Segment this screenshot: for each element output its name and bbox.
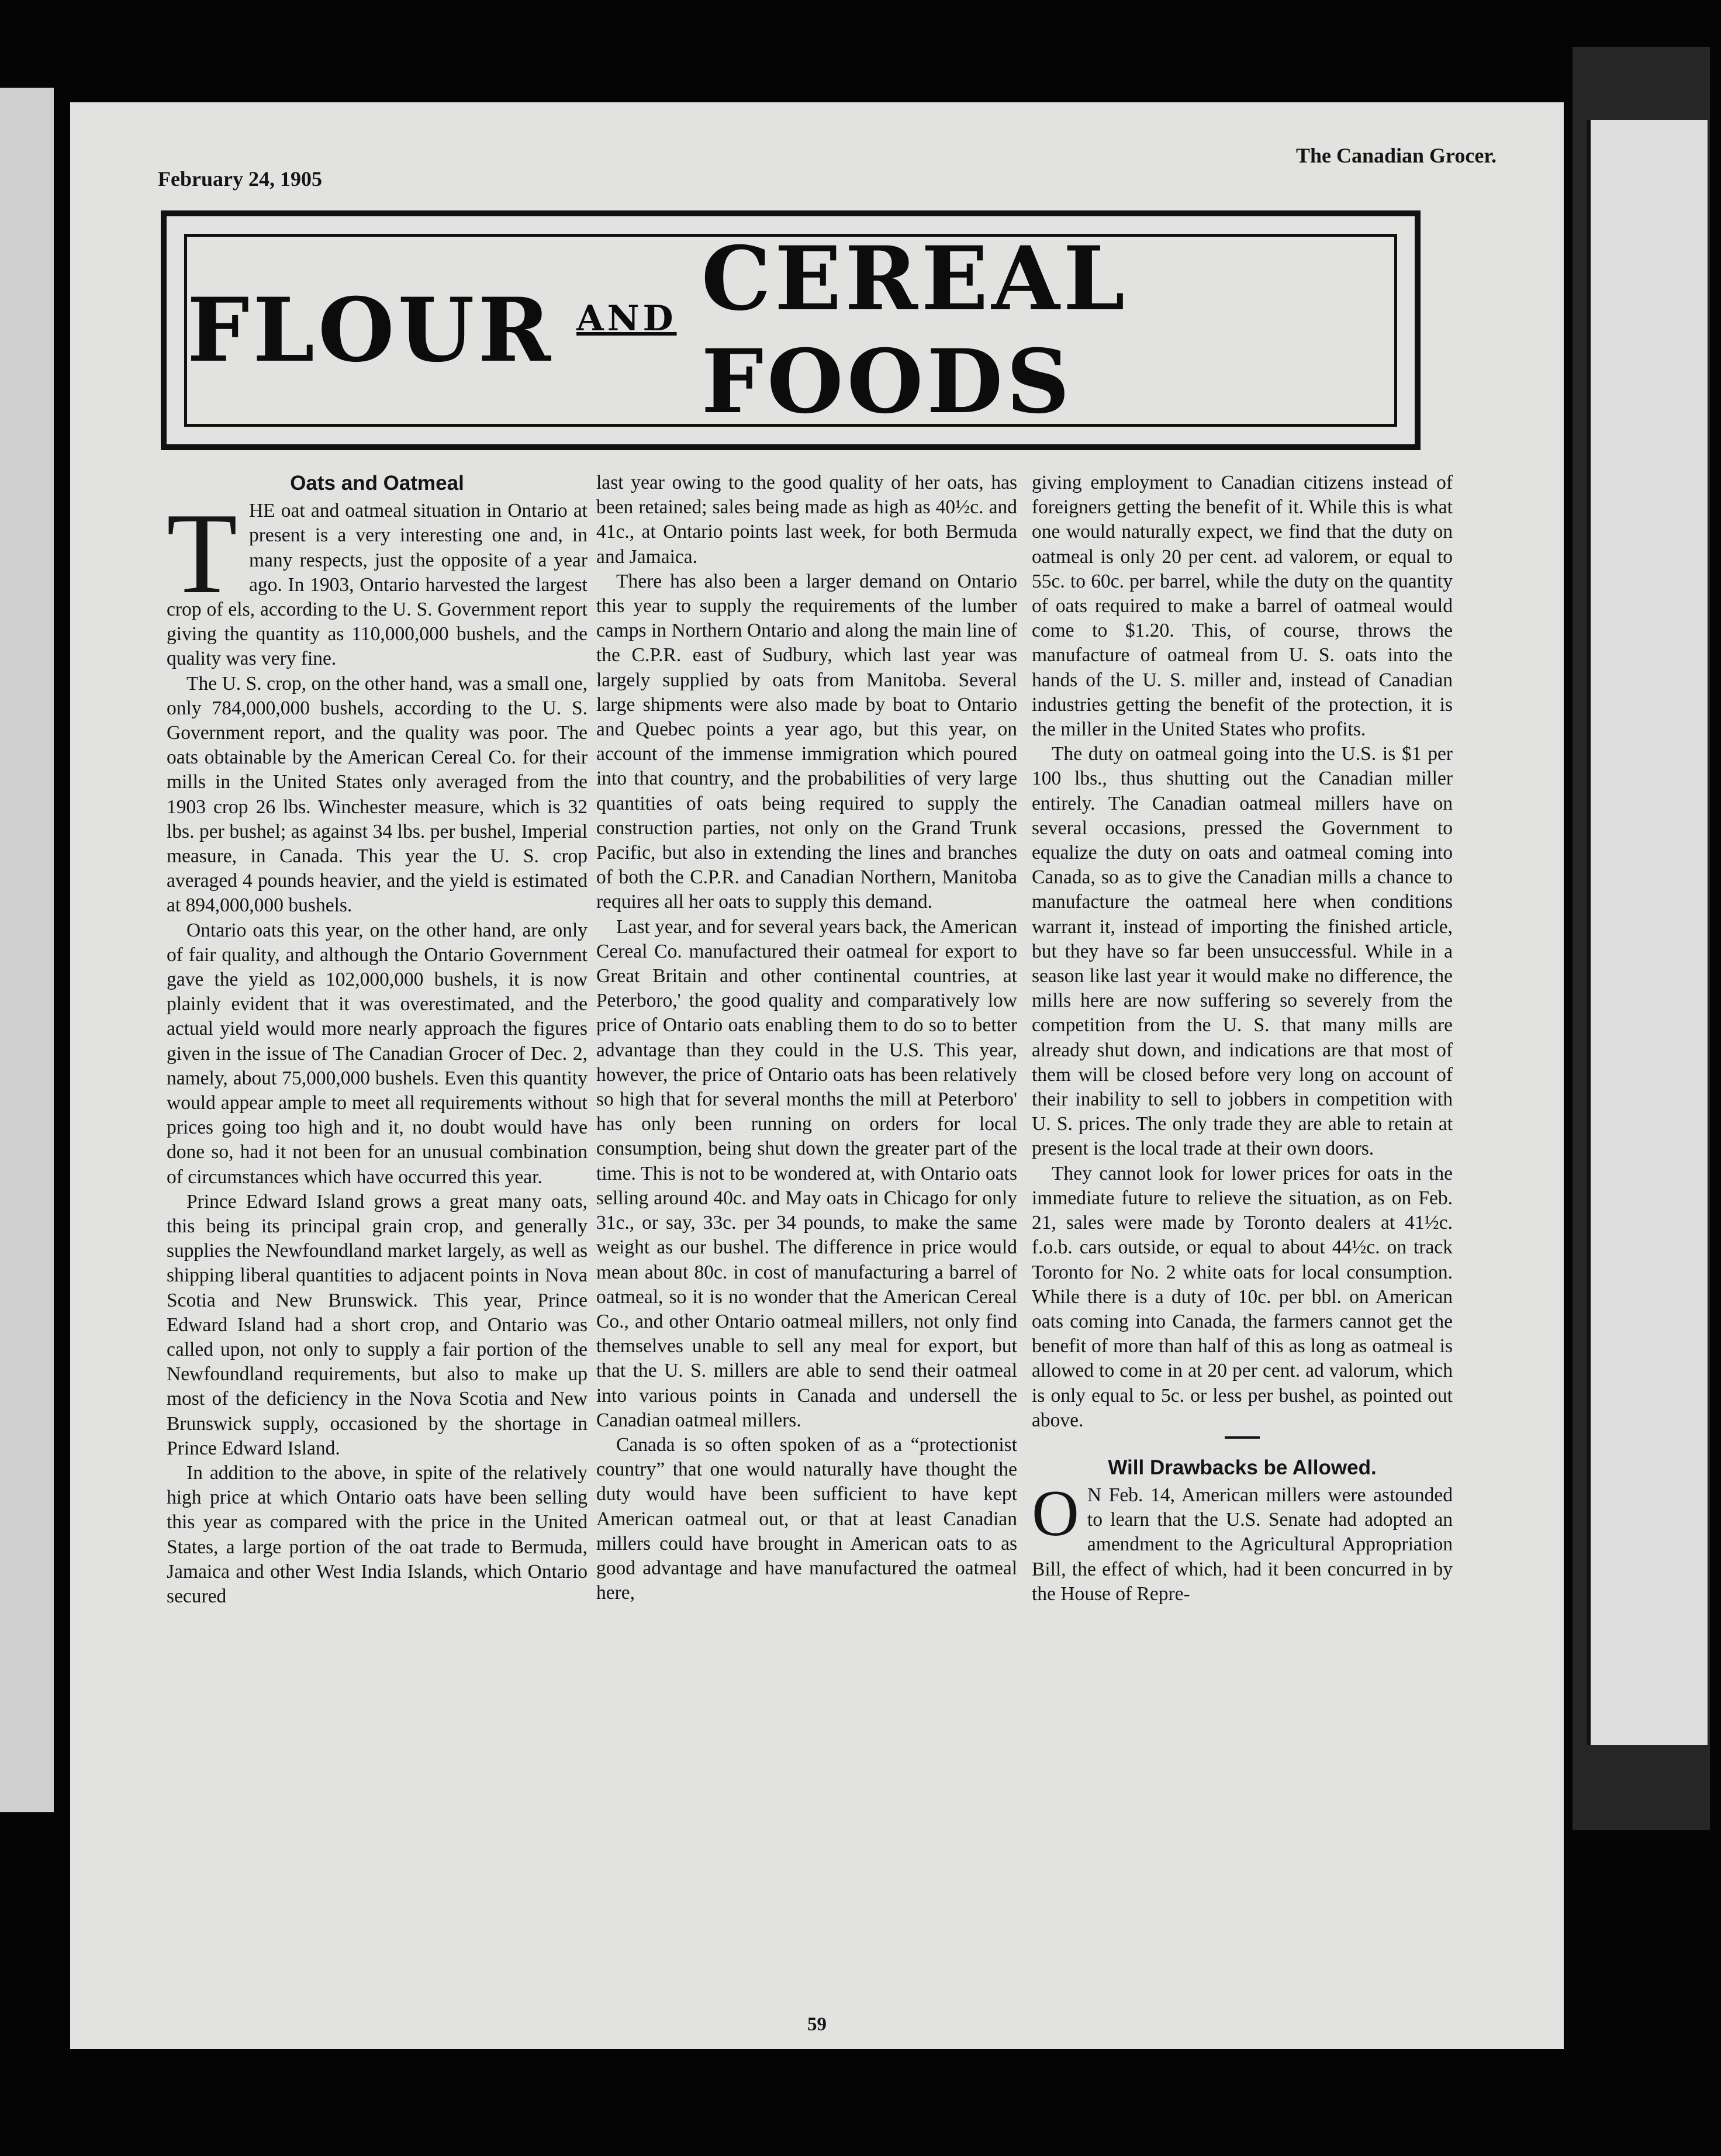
- article-paragraph: Prince Edward Island grows a great many oats, this being its principal grain crop, and generally supplies the Newfoundland market largely, as well as shipping liberal quantities to adjacent points in Nova Scotia and New Brunswick. This year, Prince Edward Island had a short crop, and Ontario was called upon, not only to supply a fair portion of the Newfoundland requirements, but also to make up most of the deficiency in the Nova Scotia and New Brunswick supply, occasioned by the shortage in Prince Edward Island.: [167, 1190, 588, 1459]
- article-paragraph: They cannot look for lower prices for oats in the immediate future to relieve the situation, as on Feb. 21, sales were made by Toronto dealers at 41½c. f.o.b. cars outside, or equal to about 44½c. on track Toronto for No. 2 white oats for local consumption. While there is a duty of 10c. per bbl. on American oats coming into Canada, the farmers cannot get the benefit of more than half of this as long as oatmeal is allowed to come in at 20 per cent. ad valorum, which is only equal to 5c. or less per bushel, as pointed out above.: [1032, 1162, 1453, 1431]
- publication-name: The Canadian Grocer.: [1295, 144, 1497, 167]
- article-paragraph: Last year, and for several years back, the American Cereal Co. manufactured their oatmeal for export to Great Britain and other continental countries, at Peterboro,' the good quality and comparatively low price of Ontario oats enabling them to do so to better advantage than they could in the U.S. This year, however, the price of Ontario oats has been relatively so high that for several months the mill at Peterboro' has only been running on orders for local consumption, being shut down the greater part of the time. This is not to be wondered at, with Ontario oats selling around 40c. and May oats in Chicago for only 31c., or say, 33c. per 34 pounds, to make the same weight as our bushel. The difference in price would mean about 80c. in cost of manufacturing a barrel of oatmeal, so it is no wonder that the American Cereal Co., and other Ontario oatmeal millers, not only find themselves unable to sell any meal for export, but that the U. S. millers are able to send their oatmeal into various points in Canada and undersell the Canadian oatmeal millers.: [596, 915, 1017, 1431]
- column-1: [167, 471, 588, 1609]
- article-paragraph: There has also been a larger demand on Ontario this year to supply the requirements of the lumber camps in Northern Ontario and along the main line of the C.P.R. east of Sudbury, which last year was largely supplied by oats from Manitoba. Several large shipments were also made by boat to Ontario and Quebec points a year ago, but this year, on account of the immense immigration which poured into that country, and the probabilities of very large quantities of oats being required to supply the construction parties, not only on the Grand Trunk Pacific, but also in extending the lines and branches of both the C.P.R. and Canadian Northern, Manitoba requires all her oats to supply this demand.: [596, 570, 1017, 913]
- section-divider: [1225, 1436, 1260, 1439]
- section-banner-inner: [184, 227, 1397, 433]
- page-number: 59: [807, 2014, 827, 2035]
- issue-date: February 24, 1905: [158, 167, 322, 191]
- next-page-leaf: [1587, 120, 1708, 1745]
- magazine-page: [70, 102, 1564, 2049]
- column-3: [1032, 471, 1453, 1606]
- article-paragraph: [1032, 1477, 1453, 1606]
- article-title-drawbacks: Will Drawbacks be Allowed.: [1108, 1456, 1377, 1479]
- article-title-oats: Oats and Oatmeal: [290, 472, 464, 495]
- article-paragraph: The U. S. crop, on the other hand, was a small one, only 784,000,000 bushels, according to the U. S. Government report, and the quality was poor. The oats obtainable by the American Cereal Co. for their mills in the United States only averaged from the 1903 crop 26 lbs. Winchester measure, which is 32 lbs. per bushel; as against 34 lbs. per bushel, Imperial measure, in Canada. This year the U. S. crop averaged 4 pounds heavier, and the yield is estimated at 894,000,000 bushels.: [167, 672, 588, 917]
- article-paragraph: In addition to the above, in spite of the relatively high price at which Ontario oats have been selling this year as compared with the price in the United States, a large portion of the oat trade to Bermuda, Jamaica and other West India Islands, which Ontario secured: [167, 1462, 588, 1608]
- paragraph-text: N Feb. 14, American millers were astounded to learn that the U.S. Senate had adopted an amendment to the Agricultural Appropriation Bill, the effect of which, had it been concurred in by the House of Repre-: [1032, 1484, 1453, 1605]
- article-paragraph: [167, 489, 588, 671]
- column-2: [596, 471, 1017, 1605]
- section-title: [187, 227, 1394, 433]
- article-paragraph: Ontario oats this year, on the other hand, are only of fair quality, and although the Ontario Government gave the yield as 102,000,000 bushels, it is now plainly evident that it was overestimated, and the actual yield would more nearly approach the figures given in the issue of The Canadian Grocer of Dec. 2, namely, about 75,000,000 bushels. Even this quantity would appear ample to meet all requirements without prices going too high and it, no doubt would have done so, had it not been for an unusual combination of circumstances which have occurred this year.: [167, 919, 588, 1188]
- article-paragraph: giving employment to Canadian citizens instead of foreigners getting the benefit of it. While this is what one would naturally expect, we find that the duty on oatmeal is only 20 per cent. ad valorem, or equal to 55c. to 60c. per barrel, while the duty on the quantity of oats required to make a barrel of oatmeal would come to $1.20. This, of course, throws the manufacture of oatmeal from U. S. oats into the hands of the U. S. miller and, instead of Canadian industries getting the benefit of the protection, it is the miller in the United States who profits.: [1032, 472, 1453, 741]
- article-paragraph: last year owing to the good quality of her oats, has been retained; sales being made as high as 40½c. and 41c., at Ontario points last week, for both Bermuda and Jamaica.: [596, 472, 1017, 568]
- drop-cap: T: [167, 489, 237, 618]
- drop-cap: O: [1032, 1477, 1079, 1550]
- paragraph-text: HE oat and oatmeal situation in Ontario at present is a very interesting one and, in many respects, just the opposite of a year ago. In 1903, Ontario harvested the largest crop of els, according to the U. S. Government report giving the quantity as 110,000,000 bushels, and the quality was very fine.: [167, 500, 588, 670]
- section-title-word-cereal-foods: CEREAL FOODS: [701, 227, 1129, 433]
- section-title-word-and: AND: [576, 298, 677, 339]
- article-paragraph: The duty on oatmeal going into the U.S. is $1 per 100 lbs., thus shutting out the Canadian miller entirely. The Canadian oatmeal millers have on several occasions, pressed the Government to equalize the duty on oats and oatmeal coming into Canada, so as to give the Canadian mills a chance to manufacture the oatmeal here when conditions warrant it, instead of importing the finished article, but they have so far been unsuccessful. While in a season like last year it would make no difference, the mills here are now suffering so severely from the competition from the U. S. that many mills are already shut down, and indications are that most of them will be closed before very long on account of their inability to sell to jobbers in competition with U. S. prices. The only trade they are able to retain at present is the local trade at their own doors.: [1032, 743, 1453, 1160]
- section-title-word-flour: FLOUR: [187, 279, 555, 382]
- article-paragraph: Canada is so often spoken of as a “protectionist country” that one would naturally have thought the duty would have been sufficient to have kept American oatmeal out, or that at least Canadian millers could have brought in American oats to as good advantage and have manufactured the oatmeal here,: [596, 1433, 1017, 1604]
- adjacent-page-edge: [0, 88, 54, 1812]
- section-banner: [161, 210, 1421, 450]
